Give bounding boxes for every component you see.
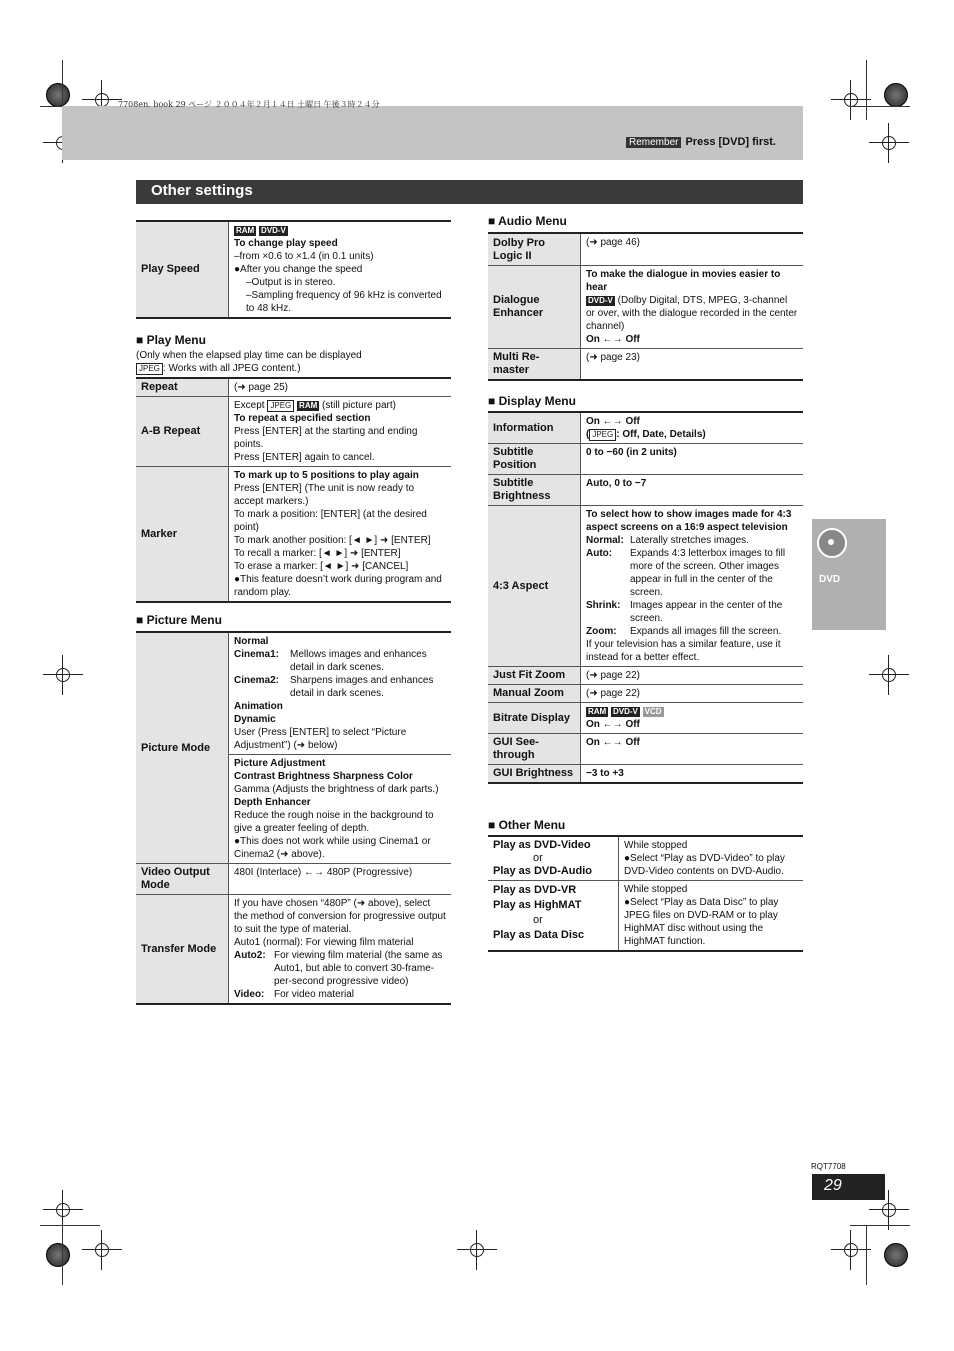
crosshair-mark-icon xyxy=(831,80,871,120)
table-row xyxy=(136,221,451,318)
crop-mark xyxy=(850,106,910,107)
table-row xyxy=(488,667,803,685)
text-line: If your television has a similar feature, use it instead for a better effect. xyxy=(586,639,781,663)
row-value xyxy=(229,632,452,755)
text-line: (Dolby Digital, DTS, MPEG, 3-channel or over, with the dialogue recorded in the center channel) xyxy=(586,295,798,332)
text-line: To erase a marker: [◄ ►] ➜ [CANCEL] xyxy=(234,561,409,572)
section-title-bar xyxy=(136,180,803,204)
audio-menu-table xyxy=(488,232,803,381)
table-row xyxy=(136,397,451,467)
table-row xyxy=(488,734,803,765)
text-line: Expands 4:3 letterbox images to fill more of the screen. Other images appear in full in the center of the screen. xyxy=(630,548,786,598)
crosshair-mark-icon xyxy=(831,1230,871,1270)
row-label: Manual Zoom xyxy=(488,685,581,703)
row-label: Video Output Mode xyxy=(136,864,229,895)
text-line: Images appear in the center of the screen. xyxy=(630,600,783,624)
table-row xyxy=(488,233,803,266)
row-value xyxy=(581,506,804,667)
text-line: Normal: xyxy=(586,535,624,546)
row-value xyxy=(229,397,452,467)
text-line: To change play speed xyxy=(234,238,338,249)
text-line: : Off, Date, Details) xyxy=(616,429,706,440)
row-value xyxy=(229,467,452,603)
text-line: ●This feature doesn’t work during program and random play. xyxy=(234,574,442,598)
text-line: To select how to show images made for 4:3 aspect screens on a 16:9 aspect television xyxy=(586,509,792,533)
row-label: 4:3 Aspect xyxy=(488,506,581,667)
text-line: Press [ENTER] at the starting and ending points. xyxy=(234,426,418,450)
text-line: While stopped xyxy=(624,840,688,851)
text-line: On ←→ Off xyxy=(586,334,640,345)
table-row xyxy=(488,444,803,475)
ram-tag: RAM xyxy=(588,707,607,716)
row-value xyxy=(229,755,452,864)
text-line: ●Select “Play as Data Disc” to play JPEG files on DVD-RAM or to play HighMAT disc without using the HighMAT function. xyxy=(624,897,779,947)
text-line: : Works with all JPEG content.) xyxy=(162,363,301,374)
row-value: On ←→ Off xyxy=(581,734,804,765)
row-label: Multi Re-master xyxy=(488,349,581,381)
crosshair-mark-icon xyxy=(82,1230,122,1270)
row-value xyxy=(619,836,804,881)
registration-disc-icon xyxy=(884,1243,908,1267)
row-label xyxy=(488,881,619,952)
row-label: A-B Repeat xyxy=(136,397,229,467)
ram-tag: RAM xyxy=(299,401,318,410)
remember-note xyxy=(626,136,776,148)
row-value: (➜ page 46) xyxy=(581,233,804,266)
text-line: To mark a position: [ENTER] (at the desired point) xyxy=(234,509,427,533)
picture-menu-table xyxy=(136,631,451,1005)
jpeg-tag: JPEG xyxy=(136,363,163,375)
row-label: Picture Mode xyxy=(136,632,229,864)
row-value xyxy=(581,703,804,734)
text-line: Cinema1: xyxy=(234,649,280,660)
text-line: Auto1 (normal): For viewing film material xyxy=(234,937,414,948)
text-line: If you have chosen “480P” (➜ above), select the method of conversion for progressive output to suit the type of material. xyxy=(234,898,446,935)
row-label: Subtitle Brightness xyxy=(488,475,581,506)
registration-disc-icon xyxy=(884,83,908,107)
text-line: Dynamic xyxy=(234,714,276,725)
row-value xyxy=(619,881,804,952)
crosshair-mark-icon xyxy=(43,655,83,695)
text-line: On ←→ Off xyxy=(586,719,640,730)
text-line: While stopped xyxy=(624,884,688,895)
dvdv-tag: DVD-V xyxy=(613,707,638,716)
text-line: –Sampling frequency of 96 kHz is converted to 48 kHz. xyxy=(246,290,442,314)
page-number: 29 xyxy=(824,1177,842,1194)
text-line: Auto2: xyxy=(234,950,266,961)
row-label: Transfer Mode xyxy=(136,895,229,1005)
dvdv-tag: DVD-V xyxy=(588,296,613,305)
row-label: Play Speed xyxy=(136,221,229,318)
header-band xyxy=(62,106,803,160)
other-menu-table xyxy=(488,835,803,952)
text-line: For video material xyxy=(274,989,355,1000)
side-tab-label: DVD xyxy=(819,574,841,585)
text-line: (Only when the elapsed play time can be displayed xyxy=(136,350,362,361)
play-menu-note xyxy=(136,349,451,375)
registration-disc-icon xyxy=(46,83,70,107)
text-line: Normal xyxy=(234,636,269,647)
text-line: Play as DVD-VR xyxy=(493,884,577,896)
side-tab xyxy=(812,519,886,630)
crosshair-mark-icon xyxy=(869,655,909,695)
text-line: ●After you change the speed xyxy=(234,264,363,275)
crosshair-mark-icon xyxy=(869,123,909,163)
text-line: Video: xyxy=(234,989,265,1000)
table-row xyxy=(136,632,451,755)
page-title: Other settings xyxy=(151,182,253,199)
text-line: Picture Adjustment xyxy=(234,758,326,769)
row-value: (➜ page 25) xyxy=(229,378,452,397)
text-line: Sharpens images and enhances detail in dark scenes. xyxy=(290,675,434,699)
table-row xyxy=(488,412,803,444)
crop-mark xyxy=(62,1225,63,1285)
play-menu-heading: ■ Play Menu xyxy=(136,333,206,347)
text-line: For viewing film material (the same as Auto1, but able to convert 30-frame-per-second progressive video) xyxy=(274,950,443,987)
row-value: On ←→ Off ( JPEG : Off, Date, Details) xyxy=(581,412,804,444)
text-line: Auto: xyxy=(586,548,613,559)
text-line: or xyxy=(533,852,543,864)
row-value xyxy=(229,221,452,318)
row-label: Just Fit Zoom xyxy=(488,667,581,685)
crop-mark xyxy=(40,1225,100,1226)
text-line: To mark another position: [◄ ►] ➜ [ENTER] xyxy=(234,535,431,546)
text-line: Play as DVD-Audio xyxy=(493,865,593,877)
other-menu-heading: ■ Other Menu xyxy=(488,818,566,832)
table-row xyxy=(488,881,803,952)
row-label: GUI Brightness xyxy=(488,765,581,784)
table-row xyxy=(488,349,803,381)
crop-mark xyxy=(866,1225,867,1285)
remember-text: Press [DVD] first. xyxy=(685,136,776,148)
row-label: Dolby Pro Logic II xyxy=(488,233,581,266)
jpeg-tag: JPEG xyxy=(589,429,616,441)
page-number-box xyxy=(812,1174,885,1200)
table-row xyxy=(136,378,451,397)
crosshair-mark-icon xyxy=(457,1230,497,1270)
crosshair-mark-icon xyxy=(43,1190,83,1230)
text-line: Play as DVD-Video xyxy=(493,839,591,851)
text-line: Press [ENTER] (The unit is now ready to accept markers.) xyxy=(234,483,415,507)
dvd-disc-icon xyxy=(817,528,847,558)
row-value: 480I (Interlace) ←→ 480P (Progressive) xyxy=(229,864,452,895)
text-line: Cinema2: xyxy=(234,675,280,686)
ram-tag: RAM xyxy=(236,226,255,235)
text-line: To repeat a specified section xyxy=(234,413,371,424)
row-label: Repeat xyxy=(136,378,229,397)
play-speed-table xyxy=(136,220,451,319)
table-row xyxy=(136,864,451,895)
row-value: Auto, 0 to −7 xyxy=(581,475,804,506)
row-label: Marker xyxy=(136,467,229,603)
table-row xyxy=(488,836,803,881)
row-value: (➜ page 22) xyxy=(581,667,804,685)
audio-menu-heading: ■ Audio Menu xyxy=(488,214,567,228)
row-value xyxy=(581,266,804,349)
table-row xyxy=(488,266,803,349)
text-line: Press [ENTER] again to cancel. xyxy=(234,452,375,463)
text-line: User (Press [ENTER] to select “Picture Adjustment”) (➜ below) xyxy=(234,727,407,751)
document-code: RQT7708 xyxy=(811,1162,846,1171)
row-label: Bitrate Display xyxy=(488,703,581,734)
text-line: Shrink: xyxy=(586,600,621,611)
display-menu-heading: ■ Display Menu xyxy=(488,394,576,408)
play-menu-table xyxy=(136,377,451,603)
text-line: or xyxy=(533,914,543,926)
table-row xyxy=(488,765,803,784)
row-label: Information xyxy=(488,412,581,444)
text-line: –Output is in stereo. xyxy=(246,277,336,288)
text-line: On ←→ Off xyxy=(586,416,640,427)
table-row xyxy=(488,506,803,667)
row-value: −3 to +3 xyxy=(581,765,804,784)
table-row xyxy=(136,895,451,1005)
text-line: Gamma (Adjusts the brightness of dark parts.) xyxy=(234,784,439,795)
row-value: (➜ page 23) xyxy=(581,349,804,381)
text-line: Play as Data Disc xyxy=(493,929,585,941)
row-label: GUI See-through xyxy=(488,734,581,765)
text-line: Contrast Brightness Sharpness Color xyxy=(234,771,413,782)
table-row xyxy=(488,703,803,734)
text-line: Expands all images fill the screen. xyxy=(630,626,782,637)
text-line: To recall a marker: [◄ ►] ➜ [ENTER] xyxy=(234,548,401,559)
row-value: (➜ page 22) xyxy=(581,685,804,703)
text-line: Depth Enhancer xyxy=(234,797,311,808)
text-line: Mellows images and enhances detail in dark scenes. xyxy=(290,649,427,673)
jpeg-tag: JPEG xyxy=(267,400,294,412)
row-value: 0 to −60 (in 2 units) xyxy=(581,444,804,475)
registration-disc-icon xyxy=(46,1243,70,1267)
text-line: To mark up to 5 positions to play again xyxy=(234,470,419,481)
text-line: Laterally stretches images. xyxy=(630,535,749,546)
text-line: Play as HighMAT xyxy=(493,899,582,911)
remember-tag: Remember xyxy=(626,137,681,148)
table-row xyxy=(136,467,451,603)
picture-menu-heading: ■ Picture Menu xyxy=(136,613,222,627)
text-line: Except xyxy=(234,400,265,411)
text-line: ●Select “Play as DVD-Video” to play DVD-Video contents on DVD-Audio. xyxy=(624,853,785,877)
text-line: Animation xyxy=(234,701,283,712)
row-label: Subtitle Position xyxy=(488,444,581,475)
table-row xyxy=(488,685,803,703)
row-label: Dialogue Enhancer xyxy=(488,266,581,349)
text-line: To make the dialogue in movies easier to hear xyxy=(586,269,781,293)
dvdv-tag: DVD-V xyxy=(261,226,286,235)
text-line: ●This does not work while using Cinema1 or Cinema2 (➜ above). xyxy=(234,836,431,860)
row-label xyxy=(488,836,619,881)
vcd-tag: VCD xyxy=(644,707,662,716)
crop-mark xyxy=(850,1225,910,1226)
crop-mark xyxy=(866,60,867,120)
text-line: –from ×0.6 to ×1.4 (in 0.1 units) xyxy=(234,251,374,262)
table-row xyxy=(488,475,803,506)
text-line: Reduce the rough noise in the background to give a greater feeling of depth. xyxy=(234,810,434,834)
text-line: Zoom: xyxy=(586,626,617,637)
print-info-line: 7708en. book 29 ページ ２００４年２月１４日 土曜日 午後３時２４分 xyxy=(118,100,380,109)
display-menu-table xyxy=(488,411,803,784)
row-value xyxy=(229,895,452,1005)
text-line: (still picture part) xyxy=(322,400,396,411)
